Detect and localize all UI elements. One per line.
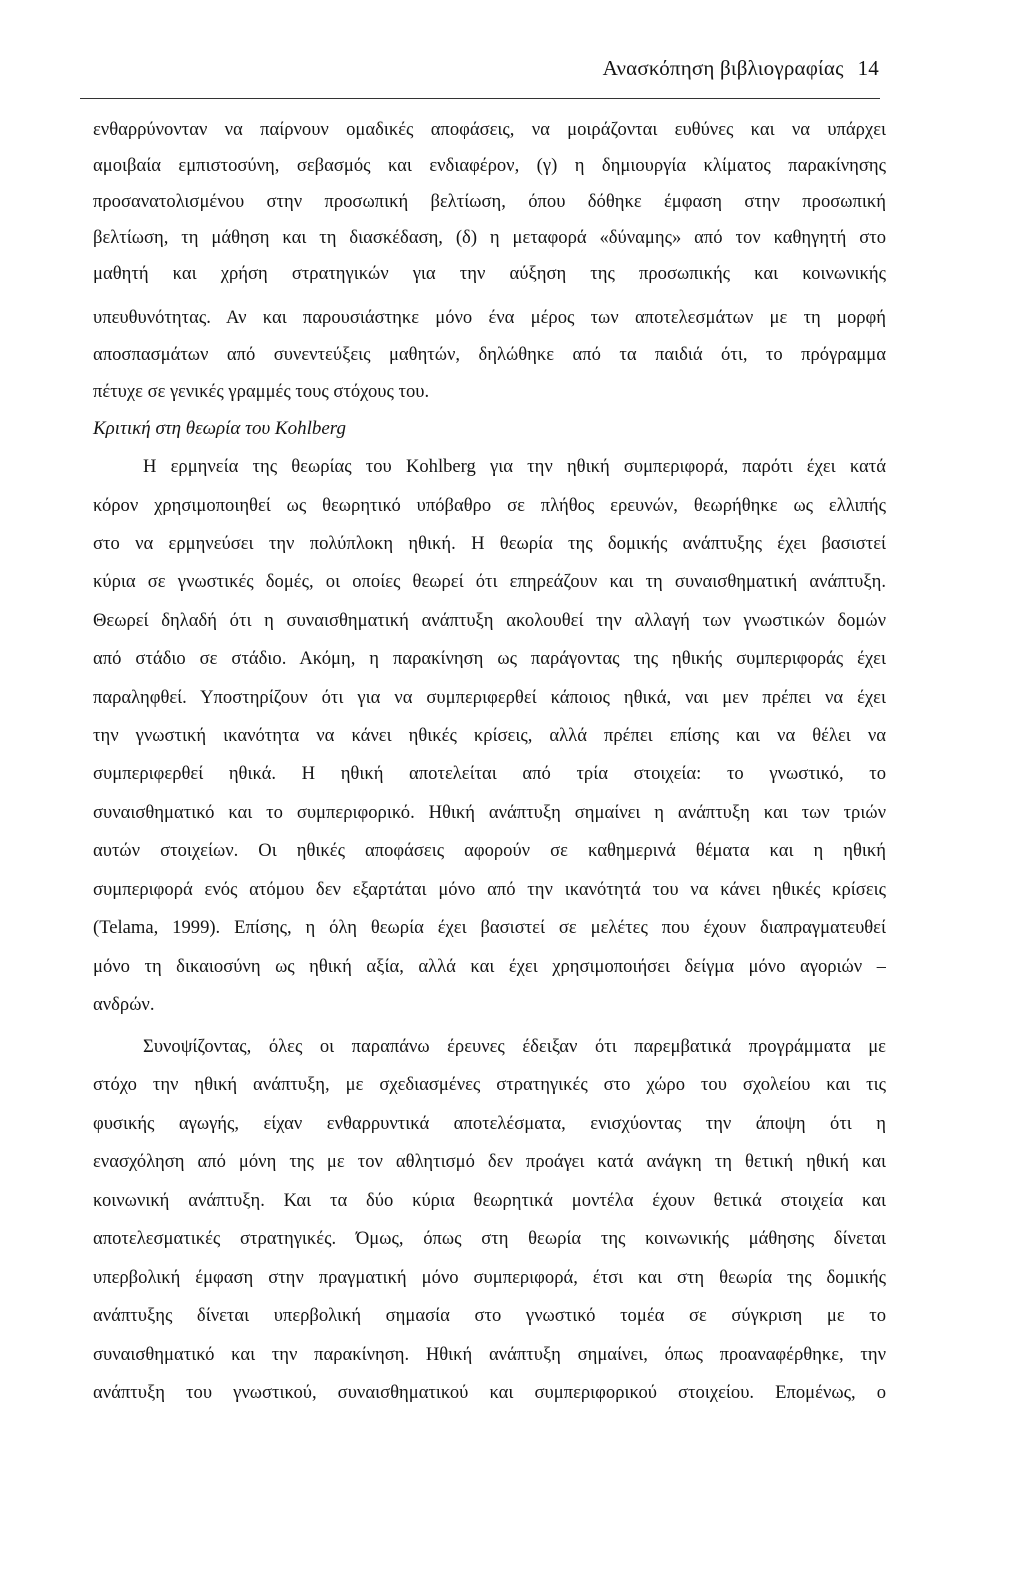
text-line: συναισθηματικό και την παρακίνηση. Ηθική ανάπτυξη σημαίνει, όπως προαναφέρθηκε, την [93, 1344, 886, 1365]
text-line: προσανατολισμένου στην προσωπική βελτίωση, όπου δόθηκε έμφαση στην προσωπική [93, 191, 886, 212]
text-line: αυτών στοιχείων. Οι ηθικές αποφάσεις αφορούν σε καθημερινά θέματα και η ηθική [93, 840, 886, 861]
text-line: κόρον χρησιμοποιηθεί ως θεωρητικό υπόβαθρο σε πλήθος ερευνών, θεωρήθηκε ως ελλιπής [93, 495, 886, 516]
text-line: ενασχόληση από μόνη της με τον αθλητισμό δεν προάγει κατά ανάγκη τη θετική ηθική και [93, 1151, 886, 1172]
text-line: ενθαρρύνονταν να παίρνουν ομαδικές αποφάσεις, να μοιράζονται ευθύνες και να υπάρχει [93, 119, 886, 140]
text-line: Η ερμηνεία της θεωρίας του Kohlberg για την ηθική συμπεριφορά, παρότι έχει κατά [143, 456, 886, 477]
text-line: αποσπασμάτων από συνεντεύξεις μαθητών, δηλώθηκε από τα παιδιά ότι, το πρόγραμμα [93, 344, 886, 365]
text-line: από στάδιο σε στάδιο. Ακόμη, η παρακίνηση ως παράγοντας της ηθικής συμπεριφοράς έχει [93, 648, 886, 669]
text-line: Θεωρεί δηλαδή ότι η συναισθηματική ανάπτυξη ακολουθεί την αλλαγή των γνωστικών δομών [93, 610, 886, 631]
text-line: υπερβολική έμφαση στην πραγματική μόνο συμπεριφορά, έτσι και στη θεωρία της δομικής [93, 1267, 886, 1288]
text-line: (Telama, 1999). Επίσης, η όλη θεωρία έχει βασιστεί σε μελέτες που έχουν διαπραγματευθεί [93, 917, 886, 938]
text-line: υπευθυνότητας. Αν και παρουσιάστηκε μόνο ένα μέρος των αποτελεσμάτων με τη μορφή [93, 307, 886, 328]
text-line: την γνωστική ικανότητα να κάνει ηθικές κρίσεις, αλλά πρέπει επίσης και να θέλει να [93, 725, 886, 746]
text-line: συμπεριφορά ενός ατόμου δεν εξαρτάται μόνο από την ικανότητά του να κάνει ηθικές κρίσεις [93, 879, 886, 900]
text-line: συναισθηματικό και το συμπεριφορικό. Ηθική ανάπτυξη σημαίνει η ανάπτυξη και των τριών [93, 802, 886, 823]
header-rule [80, 98, 880, 99]
header-title: Ανασκόπηση βιβλιογραφίας [602, 56, 844, 80]
text-line: κοινωνική ανάπτυξη. Και τα δύο κύρια θεωρητικά μοντέλα έχουν θετικά στοιχεία και [93, 1190, 886, 1211]
text-line: στο να ερμηνεύσει την πολύπλοκη ηθική. Η θεωρία της δομικής ανάπτυξης έχει βασιστεί [93, 533, 886, 554]
text-line: αμοιβαία εμπιστοσύνη, σεβασμός και ενδιαφέρον, (γ) η δημιουργία κλίματος παρακίνησης [93, 155, 886, 176]
section-subheading: Κριτική στη θεωρία του Kohlberg [93, 418, 346, 439]
text-line: παραληφθεί. Υποστηρίζουν ότι για να συμπεριφερθεί κάποιος ηθικά, ναι μεν πρέπει να έχει [93, 687, 886, 708]
text-line: πέτυχε σε γενικές γραμμές τους στόχους του. [93, 381, 430, 402]
text-line: στόχο την ηθική ανάπτυξη, με σχεδιασμένες στρατηγικές στο χώρο του σχολείου και τις [93, 1074, 886, 1095]
text-line: αποτελεσματικές στρατηγικές. Όμως, όπως στη θεωρία της κοινωνικής μάθησης δίνεται [93, 1228, 886, 1249]
page-number: 14 [857, 56, 879, 80]
text-line: ανάπτυξη του γνωστικού, συναισθηματικού και συμπεριφορικού στοιχείου. Επομένως, ο [93, 1382, 886, 1403]
text-line: κύρια σε γνωστικές δομές, οι οποίες θεωρεί ότι επηρεάζουν και τη συναισθηματική ανάπτυξη. [93, 571, 886, 592]
text-line: μόνο τη δικαιοσύνη ως ηθική αξία, αλλά και έχει χρησιμοποιήσει δείγμα μόνο αγοριών – [93, 956, 886, 977]
text-line: βελτίωση, τη μάθηση και τη διασκέδαση, (δ) η μεταφορά «δύναμης» από τον καθηγητή στο [93, 227, 886, 248]
text-line: Συνοψίζοντας, όλες οι παραπάνω έρευνες έδειξαν ότι παρεμβατικά προγράμματα με [143, 1036, 886, 1057]
text-line: φυσικής αγωγής, είχαν ενθαρρυντικά αποτελέσματα, ενισχύοντας την άποψη ότι η [93, 1113, 886, 1134]
running-header [603, 56, 879, 81]
text-line: συμπεριφερθεί ηθικά. Η ηθική αποτελείται από τρία στοιχεία: το γνωστικό, το [93, 763, 886, 784]
text-line: ανάπτυξης δίνεται υπερβολική σημασία στο γνωστικό τομέα σε σύγκριση με το [93, 1305, 886, 1326]
text-line: μαθητή και χρήση στρατηγικών για την αύξηση της προσωπικής και κοινωνικής [93, 263, 886, 284]
text-line: ανδρών. [93, 994, 155, 1015]
